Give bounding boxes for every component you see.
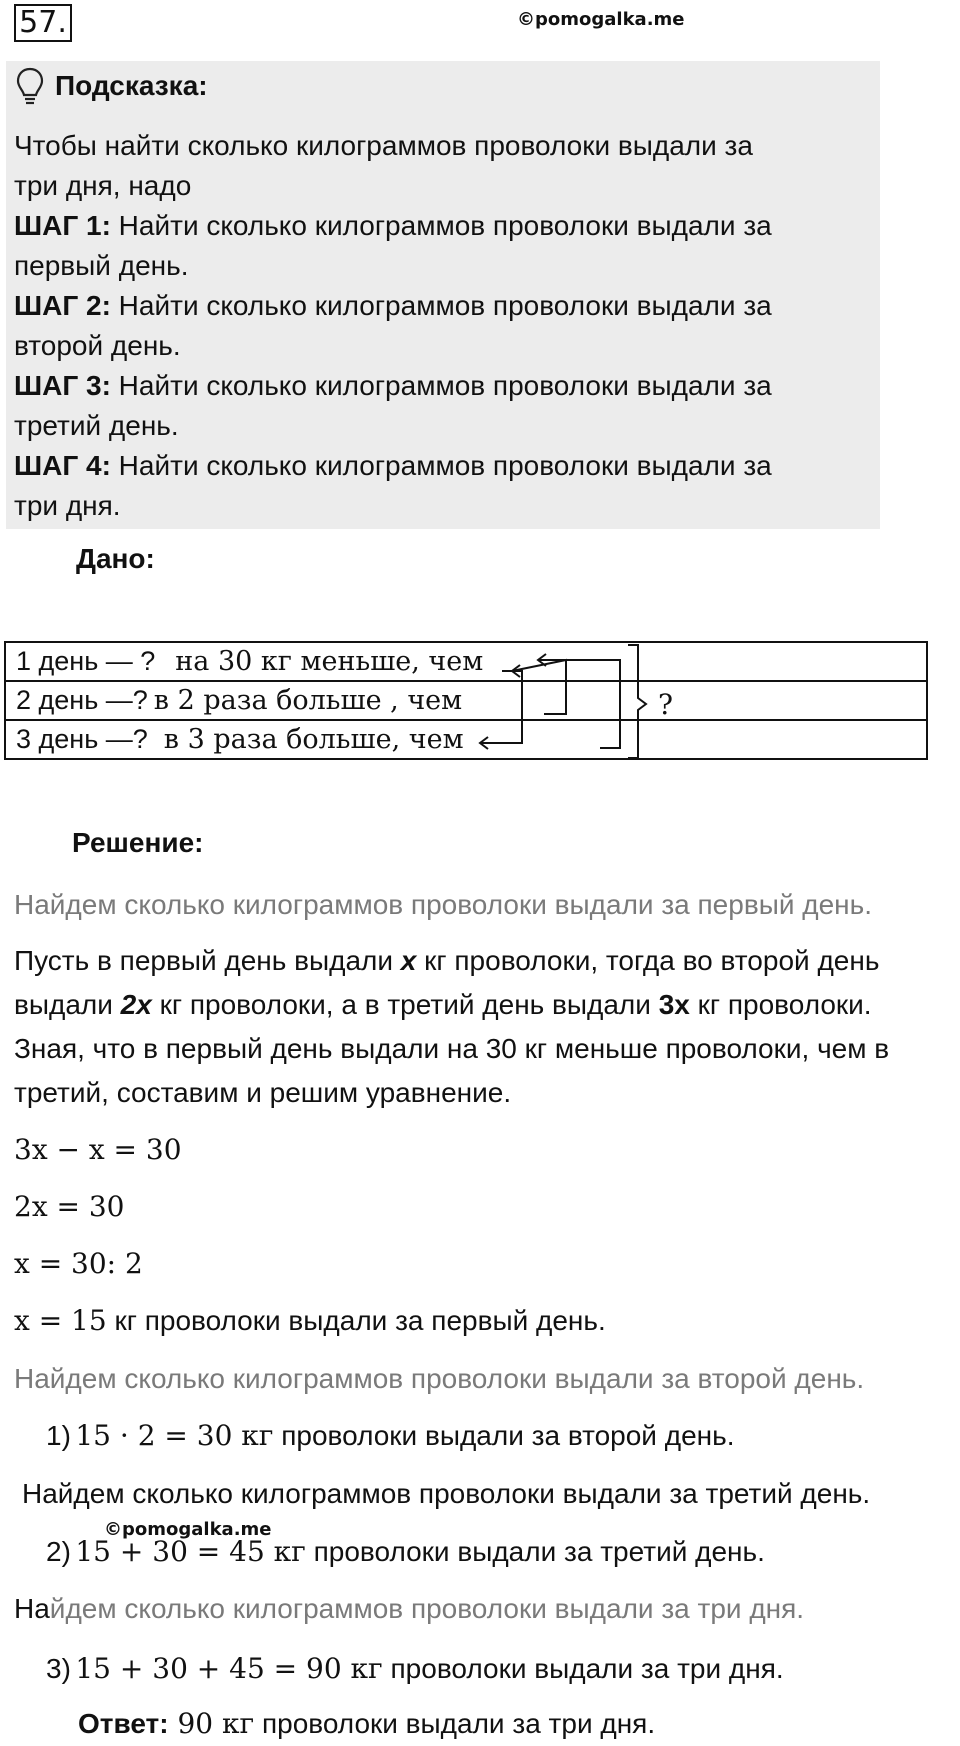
equation-2: 2x = 30 — [14, 1190, 125, 1223]
hint-step-1: ШАГ 1: Найти сколько килограммов проволоки выдали за — [14, 210, 772, 241]
hint-step-3: ШАГ 3: Найти сколько килограммов проволоки выдали за — [14, 370, 772, 401]
step-2-heading: Найдем сколько килограммов проволоки выдали за второй день. — [14, 1363, 865, 1394]
solution-paragraph-line-3: Зная, что в первый день выдали на 30 кг меньше проволоки, чем в — [14, 1033, 890, 1064]
calculation-1: 1) 15 · 2 = 30 кг проволоки выдали за второй день. — [46, 1419, 735, 1452]
inline-watermark: ©pomogalka.me — [104, 1519, 272, 1540]
total-question-mark: ? — [658, 688, 674, 721]
hint-intro: Чтобы найти сколько килограммов проволоки выдали за — [14, 130, 753, 161]
hint-step-2: ШАГ 2: Найти сколько килограммов проволоки выдали за — [14, 290, 772, 321]
hint-step-4: ШАГ 4: Найти сколько килограммов проволоки выдали за — [14, 450, 772, 481]
solution-paragraph-line-4: третий, составим и решим уравнение. — [14, 1077, 512, 1108]
hint-intro-cont: три дня, надо — [14, 170, 192, 201]
hint-step-3-cont: третий день. — [14, 410, 179, 441]
given-title: Дано: — [76, 543, 155, 574]
solution-paragraph-line-1: Пусть в первый день выдали x кг проволоки, тогда во второй день — [14, 945, 880, 976]
hint-title: Подсказка: — [55, 70, 208, 101]
hint-step-4-cont: три дня. — [14, 490, 121, 521]
equation-4: x = 15 кг проволоки выдали за первый день. — [14, 1304, 606, 1337]
given-row-3: 3 день —? в 3 раза больше, чем — [5, 720, 927, 759]
equation-1: 3x − x = 30 — [14, 1133, 182, 1166]
step-1-heading: Найдем сколько килограммов проволоки выдали за первый день. — [14, 889, 872, 920]
step-3-heading: Найдем сколько килограммов проволоки выдали за третий день. — [22, 1478, 871, 1509]
given-row-1: 1 день — ? на 30 кг меньше, чем — [5, 642, 927, 681]
answer: Ответ: 90 кг проволоки выдали за три дня. — [78, 1707, 656, 1740]
calculation-2: 2) 15 + 30 = 45 кг проволоки выдали за третий день. — [46, 1535, 765, 1568]
solution-title: Решение: — [72, 827, 204, 858]
watermark: ©pomogalka.me — [517, 9, 685, 30]
hint-step-2-cont: второй день. — [14, 330, 181, 361]
exercise-number: 57. — [14, 4, 72, 42]
solution-paragraph-line-2: выдали 2x кг проволоки, а в третий день выдали 3x кг проволоки. — [14, 989, 872, 1020]
lightbulb-icon — [15, 66, 45, 106]
equation-3: x = 30: 2 — [14, 1247, 143, 1280]
hint-step-1-cont: первый день. — [14, 250, 189, 281]
step-4-heading: Найдем сколько килограммов проволоки выдали за три дня. — [14, 1593, 805, 1624]
calculation-3: 3) 15 + 30 + 45 = 90 кг проволоки выдали за три дня. — [46, 1652, 784, 1685]
given-row-2: 2 день —? в 2 раза больше , чем — [5, 681, 927, 720]
